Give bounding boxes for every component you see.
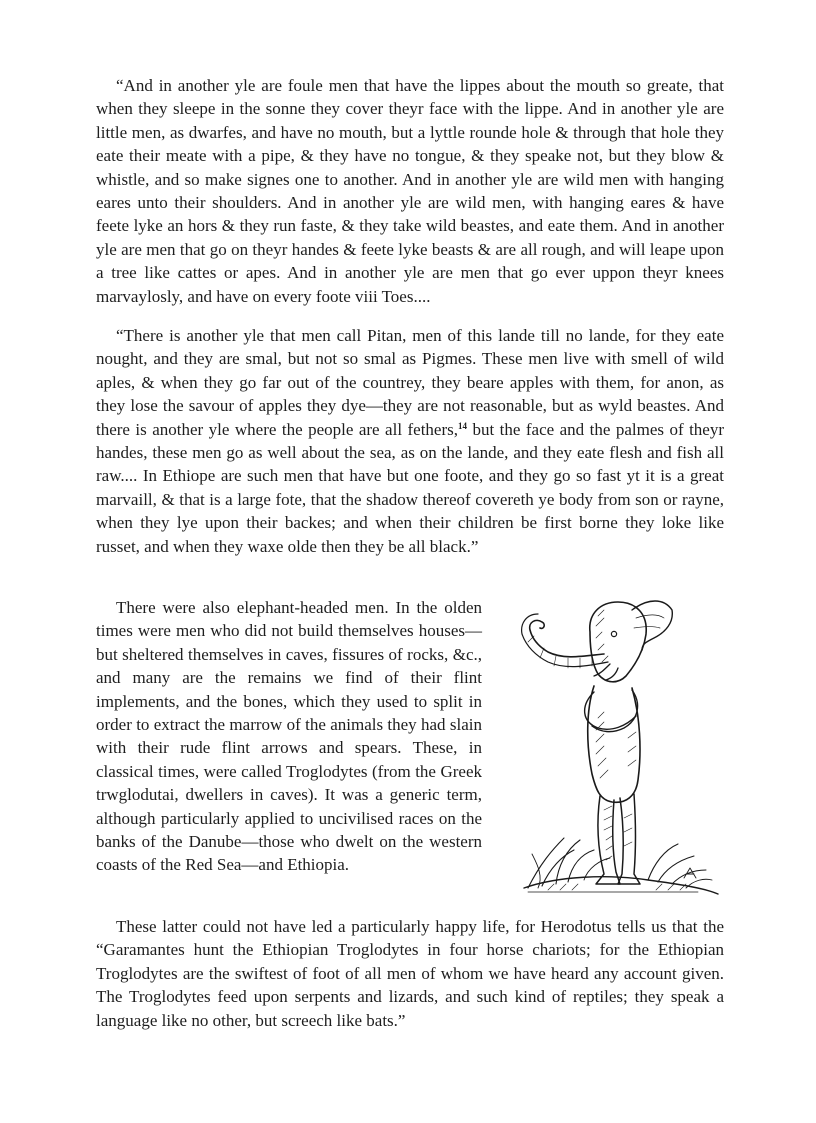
paragraph-pitan	[96, 324, 724, 558]
footnote-marker: 14	[458, 420, 468, 431]
paragraph-pitan-text-a: “There is another yle that men call Pitan, men of this lande till no lande, for they eate nought, and they are smal, but not so smal as Pigmes. These men live with smell of wild aples, & when they go far out of the countrey, they beare apples with them, for anon, as they lose the savour of apples they dye—they are not reasonable, but as wyld beastes. And there is another yle where the people are all fethers,	[96, 326, 724, 439]
elephant-headed-man-illustration	[508, 588, 722, 900]
paragraph-troglodytes: These latter could not have led a particularly happy life, for Herodotus tells us that the “Garamantes hunt the Ethiopian Troglodytes in four horse chariots; for the Ethiopian Troglodytes are the swiftest of foot of all men of whom we have heard any account given. The Troglodytes feed upon serpents and lizards, and such kind of reptiles; they speak a language like no other, but screech like bats.”	[96, 917, 724, 1030]
paragraph-foule-men: “And in another yle are foule men that have the lippes about the mouth so greate, that when they sleepe in the sonne they cover theyr face with the lippe. And in another yle are little men, as dwarfes, and have no mouth, but a lyttle rounde hole & through that hole they eate their meate with a pipe, & they have no tongue, & they speake not, but they blow & whistle, and so make signes one to another. And in another yle are wild men with hanging eares unto their shoulders. And in another yle are wild men, with hanging eares & have feete lyke an hors & they run faste, & they take wild beastes, and eate them. And in another yle are men that go on theyr handes & feete lyke beasts & are all rough, and will leape upon a tree like cattes or apes. And in another yle are men that go ever uppon theyr knees marvaylosly, and have on every foote viii Toes....	[96, 76, 724, 306]
paragraph-pitan-text-b: but the face and the palmes of theyr handes, these men go as well about the sea, as on the lande, and they eate flesh and fish all raw.... In Ethiope are such men that have but one foote, and they go so fast yt it is a great marvaill, & that is a large fote, that the shadow thereof covereth ye body from son or rayne, when they lye upon their backes; and when their children be first borne they loke like russet, and when they waxe olde then they be all black.”	[96, 419, 724, 556]
paragraph-elephant-headed-men: There were also elephant-headed men. In the olden times were men who did not build themselves houses—but sheltered themselves in caves, fissures of rocks, &c., and many are the remains we find of their flint implements, and the bones, which they used to split in order to extract the marrow of the animals they had slain with their rude flint arrows and spears. These, in classical times, were called Troglodytes (from the Greek trwglodutai, dwellers in caves). It was a generic term, although particularly applied to uncivilised races on the banks of the Danube—those who dwelt on the western coasts of the Red Sea—and Ethiopia.	[96, 598, 482, 875]
